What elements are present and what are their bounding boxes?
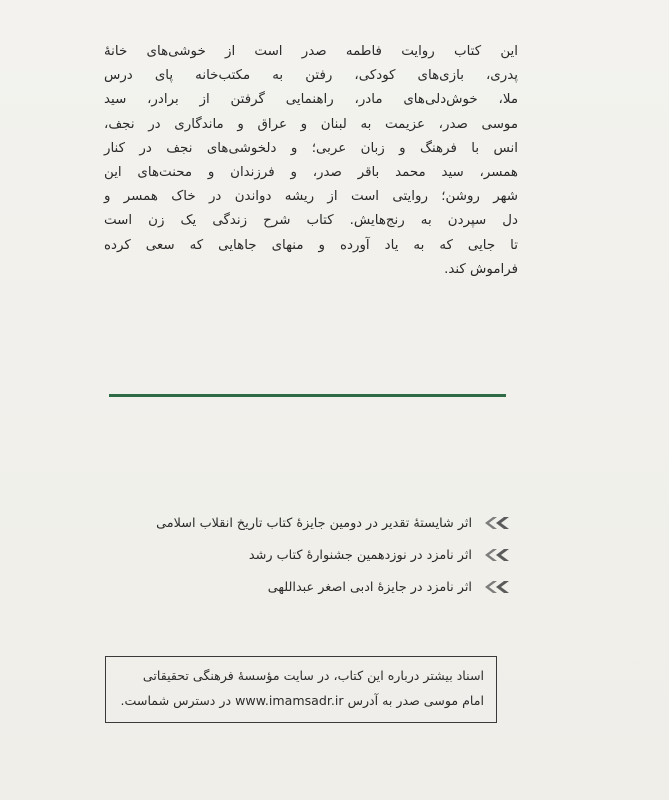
arrow-bullet-icon <box>484 580 510 594</box>
description-line: تا جایی که به یاد آورده و منهای جاهایی که سعی کرده <box>104 237 518 253</box>
description-line: دل سپردن به رنج‌هایش. کتاب شرح زندگی یک زن است <box>104 213 518 229</box>
award-item <box>100 539 510 571</box>
description-line: موسی صدر، عزیمت به لبنان و عراق و ماندگاری در نجف، <box>104 116 518 132</box>
arrow-bullet-icon <box>484 548 510 562</box>
award-text: اثر نامزد در جایزهٔ ادبی اصغر عبداللهی <box>267 579 472 595</box>
award-text: اثر شایستهٔ تقدیر در دومین جایزهٔ کتاب تاریخ انقلاب اسلامی <box>156 515 472 531</box>
awards-list <box>100 507 510 603</box>
note-line: امام موسی صدر به آدرس www.imamsadr.ir در دسترس شماست. <box>120 693 484 708</box>
description-line: ملا، خوش‌دلی‌های مادر، راهنمایی گرفتن از برادر، سید <box>104 92 518 108</box>
arrow-bullet-icon <box>484 516 510 530</box>
book-description <box>104 40 518 282</box>
description-line: شهر روشن؛ روایتی است از ریشه دواندن در خاک همسر و <box>104 189 518 205</box>
description-line: فراموش کند. <box>444 261 518 277</box>
website-note <box>105 656 497 723</box>
description-line: این کتاب روایت فاطمه صدر است از خوشی‌های خانهٔ <box>104 44 518 59</box>
description-line: پدری، بازی‌های کودکی، رفتن به مکتب‌خانه پای درس <box>104 68 518 84</box>
award-item <box>100 507 510 539</box>
description-line: همسر، سید محمد باقر صدر، و فرزندان و محنت‌های این <box>104 165 518 181</box>
note-line: اسناد بیشتر درباره این کتاب، در سایت مؤسسهٔ فرهنگی تحقیقاتی <box>142 668 484 683</box>
description-line: انس با فرهنگ و زبان عربی؛ و دلخوشی‌های نجف در کنار <box>104 140 518 156</box>
award-item <box>100 571 510 603</box>
award-text: اثر نامزد در نوزدهمین جشنوارهٔ کتاب رشد <box>248 547 472 563</box>
section-divider <box>109 394 506 397</box>
